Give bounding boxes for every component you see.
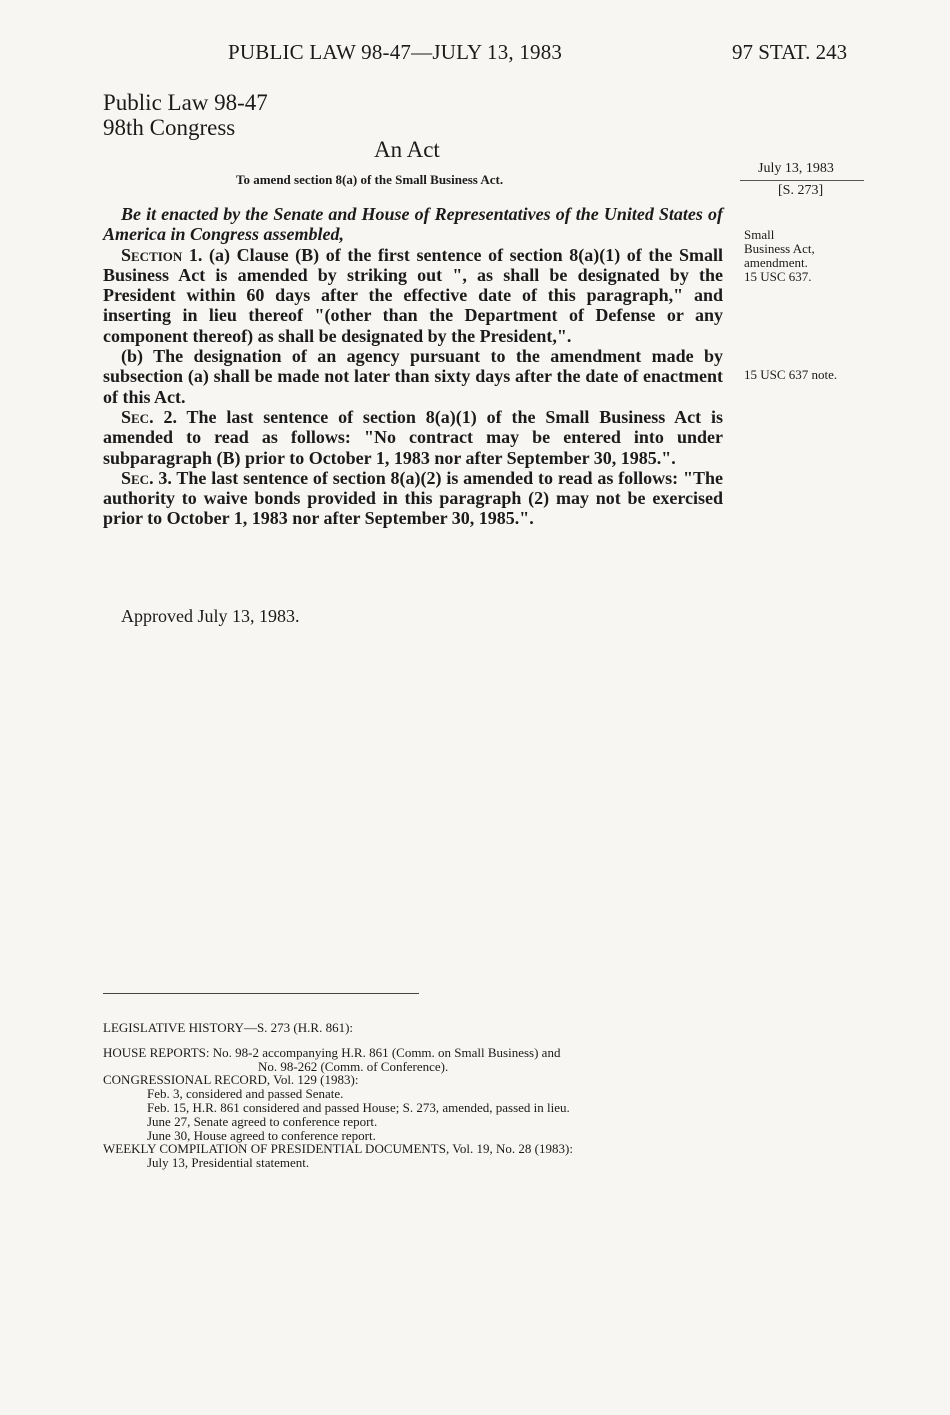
page-stat-citation: 97 STAT. 243 bbox=[732, 40, 848, 64]
margin-note-small-business bbox=[744, 228, 864, 284]
margin-note-line: 15 USC 637. bbox=[744, 269, 812, 284]
section-1 bbox=[103, 245, 723, 346]
footnote-divider bbox=[103, 993, 419, 994]
section-1b: (b) The designation of an agency pursuant to the amendment made by subsection (a) shall be made not later than sixty days after the date of enactment of this Act. bbox=[103, 346, 723, 407]
margin-date: July 13, 1983 bbox=[758, 161, 834, 176]
section-text: 3. The last sentence of section 8(a)(2) is amended to read as follows: "The authority to waive bonds provided in this paragraph (2) may not be exercised prior to October 1, 1983 nor after September 30, 1985.". bbox=[103, 467, 723, 529]
history-house-reports: HOUSE REPORTS: No. 98-2 accompanying H.R. 861 (Comm. on Small Business) and bbox=[103, 1044, 561, 1060]
margin-note-usc: 15 USC 637 note. bbox=[744, 367, 838, 382]
section-2 bbox=[103, 407, 723, 468]
section-text: 2. The last sentence of section 8(a)(1) of the Small Business Act is amended to read as follows: "No contract may be entered into under subparagraph (B) prior to October 1, 1983 nor after September 30, 1985.". bbox=[103, 406, 723, 468]
section-label: Sec. bbox=[121, 406, 154, 427]
margin-note-line: Small bbox=[744, 227, 775, 242]
history-item: Feb. 15, H.R. 861 considered and passed House; S. 273, amended, passed in lieu. bbox=[147, 1099, 570, 1115]
history-item: June 30, House agreed to conference report. bbox=[147, 1127, 376, 1143]
act-body bbox=[103, 204, 723, 529]
margin-note-line: amendment. bbox=[744, 255, 808, 270]
history-item: Feb. 3, considered and passed Senate. bbox=[147, 1086, 344, 1102]
congress-label: 98th Congress bbox=[103, 115, 236, 140]
margin-note-line: Business Act, bbox=[744, 241, 815, 256]
history-congressional-record: CONGRESSIONAL RECORD, Vol. 129 (1983): bbox=[103, 1072, 359, 1088]
section-label: Sec. bbox=[121, 467, 154, 488]
running-head: PUBLIC LAW 98-47—JULY 13, 1983 bbox=[228, 40, 563, 64]
history-item: June 27, Senate agreed to conference report. bbox=[147, 1113, 378, 1129]
approved-date: Approved July 13, 1983. bbox=[121, 606, 300, 626]
history-house-reports-cont: No. 98-262 (Comm. of Conference). bbox=[258, 1058, 449, 1074]
law-number: Public Law 98-47 bbox=[103, 90, 268, 115]
section-label: Section bbox=[121, 244, 183, 265]
history-title: LEGISLATIVE HISTORY—S. 273 (H.R. 861): bbox=[103, 1020, 354, 1035]
act-purpose: To amend section 8(a) of the Small Business Act. bbox=[236, 172, 504, 187]
section-text: 1. (a) Clause (B) of the first sentence of section 8(a)(1) of the Small Business Act is amended by striking out ", as shall be designated by the President within 60 days after the effective date of this paragraph," and inserting in lieu thereof "(other than the Department of Defense or any component thereof) as shall be designated by the President,". bbox=[103, 244, 723, 346]
margin-divider bbox=[740, 180, 864, 181]
history-item: July 13, Presidential statement. bbox=[147, 1155, 310, 1171]
enacting-clause: Be it enacted by the Senate and House of Representatives of the United States of America in Congress assembled, bbox=[103, 204, 723, 245]
history-weekly-compilation: WEEKLY COMPILATION OF PRESIDENTIAL DOCUMENTS, Vol. 19, No. 28 (1983): bbox=[103, 1141, 573, 1157]
margin-bill-number: [S. 273] bbox=[778, 183, 824, 198]
section-3 bbox=[103, 468, 723, 529]
legislative-history bbox=[103, 1021, 739, 1170]
act-heading: An Act bbox=[374, 137, 440, 162]
